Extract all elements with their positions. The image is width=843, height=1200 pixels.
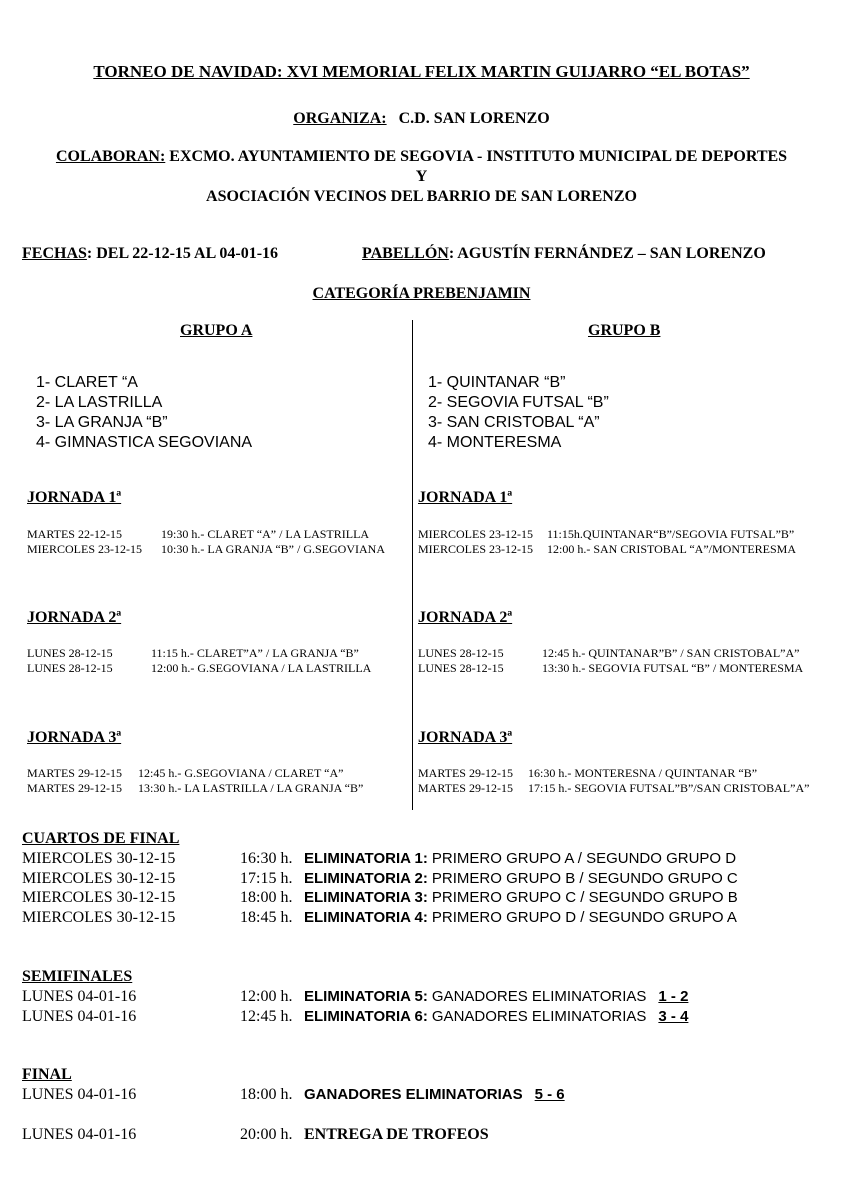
categoria-title: CATEGORÍA PREBENJAMIN [312,285,531,302]
row-desc: PRIMERO GRUPO C / SEGUNDO GRUPO B [431,889,738,906]
semifinales-table [22,987,688,1026]
group-a-title: GRUPO A [180,322,253,339]
row-desc: GANADORES ELIMINATORIAS [431,988,647,1005]
match-row [27,542,385,557]
match-date: MARTES 29-12-15 [27,766,122,780]
match-row [27,527,385,542]
group-b-jornada-1-matches [418,527,796,557]
match-row [418,527,796,542]
group-a-teams [36,373,252,453]
match-date: MIERCOLES 23-12-15 [418,542,533,556]
match-row [27,661,371,676]
group-b-jornada-3-matches [418,766,809,796]
group-a-jornada-3-title: JORNADA 3ª [27,729,122,746]
row-eliminatoria: ELIMINATORIA 6: [304,1007,428,1025]
semifinal-row [22,1007,688,1027]
colaboran-label: COLABORAN: [55,148,166,165]
colaboran-line [0,148,843,166]
row-time: 12:45 h. [240,1007,293,1025]
group-a-jornada-1-matches [27,527,385,557]
colaboran-value2: ASOCIACIÓN VECINOS DEL BARRIO DE SAN LORENZO [206,188,637,205]
row-pair: 1 - 2 [658,988,689,1005]
group-b-title: GRUPO B [588,322,661,339]
row-desc: GANADORES ELIMINATORIAS [304,1086,523,1103]
row-desc: PRIMERO GRUPO A / SEGUNDO GRUPO D [431,850,737,867]
match-row [27,766,363,781]
match-row [418,766,809,781]
organiza-value: C.D. SAN LORENZO [398,110,550,127]
match-row [418,781,809,796]
match-date: MARTES 22-12-15 [27,527,122,541]
match-detail: 11:15 h.- CLARET”A” / LA GRANJA “B” [151,646,359,660]
row-time: 18:00 h. [240,889,293,906]
group-b-team: 4- MONTERESMA [428,434,562,451]
row-date: MIERCOLES 30-12-15 [22,850,176,867]
match-row [418,661,803,676]
fechas-line [22,245,278,263]
row-date: LUNES 04-01-16 [22,1086,137,1103]
group-b-team: 1- QUINTANAR “B” [428,374,566,391]
cuartos-title: CUARTOS DE FINAL [22,830,180,847]
row-eliminatoria: ELIMINATORIA 1: [304,850,428,867]
group-a-jornada-2-matches [27,646,371,676]
match-date: LUNES 28-12-15 [27,646,113,660]
cuartos-row [22,869,738,889]
row-desc: ENTREGA DE TROFEOS [304,1126,489,1143]
row-date: LUNES 04-01-16 [22,988,137,1005]
match-detail: 16:30 h.- MONTERESNA / QUINTANAR “B” [528,766,758,780]
colaboran-value: EXCMO. AYUNTAMIENTO DE SEGOVIA - INSTITUTO MUNICIPAL DE DEPORTES [169,148,788,165]
cuartos-row [22,888,738,908]
match-detail: 12:00 h.- SAN CRISTOBAL “A”/MONTERESMA [547,542,797,556]
row-desc: PRIMERO GRUPO D / SEGUNDO GRUPO A [431,908,737,926]
match-detail: 19:30 h.- CLARET “A” / LA LASTRILLA [161,527,370,541]
group-a-jornada-3-matches [27,766,363,796]
row-date: LUNES 04-01-16 [22,1126,137,1143]
row-eliminatoria: ELIMINATORIA 2: [304,869,428,887]
organiza-line [0,110,843,128]
fechas-label: FECHAS [22,245,87,262]
row-eliminatoria: ELIMINATORIA 3: [304,889,428,906]
group-a-jornada-2-title: JORNADA 2ª [27,609,122,626]
match-detail: 12:45 h.- QUINTANAR”B” / SAN CRISTOBAL”A” [542,646,800,660]
match-row [27,646,371,661]
row-date: MIERCOLES 30-12-15 [22,869,176,887]
final-title: FINAL [22,1066,72,1083]
match-detail: 17:15 h.- SEGOVIA FUTSAL”B”/SAN CRISTOBAL”A” [528,781,810,795]
organiza-label: ORGANIZA: [293,110,387,127]
row-time: 17:15 h. [240,869,293,887]
row-pair: 5 - 6 [534,1086,565,1103]
match-date: LUNES 28-12-15 [418,661,504,675]
row-date: LUNES 04-01-16 [22,1007,137,1025]
fechas-value: : DEL 22-12-15 AL 04-01-16 [86,245,279,262]
cuartos-table [22,849,738,927]
group-a-jornada-1-title: JORNADA 1ª [27,489,122,506]
row-pair: 3 - 4 [658,1007,689,1025]
cuartos-row [22,908,738,928]
match-date: MARTES 29-12-15 [418,781,513,795]
cuartos-row [22,849,738,869]
row-eliminatoria: ELIMINATORIA 5: [304,988,428,1005]
group-b-jornada-3-title: JORNADA 3ª [418,729,513,746]
row-time: 20:00 h. [240,1126,293,1143]
pabellon-value: : AGUSTÍN FERNÁNDEZ – SAN LORENZO [448,245,766,262]
final-row [22,1085,565,1105]
document-title: TORNEO DE NAVIDAD: XVI MEMORIAL FELIX MARTIN GUIJARRO “EL BOTAS” [93,62,750,81]
match-detail: 13:30 h.- SEGOVIA FUTSAL “B” / MONTERESMA [542,661,804,675]
trophy-row [22,1125,489,1145]
match-date: MARTES 29-12-15 [418,766,513,780]
semifinales-title: SEMIFINALES [22,968,133,985]
group-a-team: 2- LA LASTRILLA [36,394,163,411]
match-row [418,542,796,557]
pabellon-line [362,245,766,263]
row-time: 12:00 h. [240,988,293,1005]
group-b-jornada-2-matches [418,646,803,676]
match-detail: 11:15h.QUINTANAR“B”/SEGOVIA FUTSAL”B” [547,527,795,541]
group-a-team: 1- CLARET “A [36,374,138,391]
row-time: 18:00 h. [240,1086,293,1103]
row-desc: GANADORES ELIMINATORIAS [431,1007,647,1025]
match-detail: 12:00 h.- G.SEGOVIANA / LA LASTRILLA [151,661,372,675]
row-eliminatoria: ELIMINATORIA 4: [304,908,428,926]
match-date: MIERCOLES 23-12-15 [418,527,533,541]
group-b-jornada-1-title: JORNADA 1ª [418,489,513,506]
row-time: 18:45 h. [240,908,293,926]
group-a-team: 3- LA GRANJA “B” [36,414,168,431]
row-date: MIERCOLES 30-12-15 [22,908,176,926]
match-detail: 10:30 h.- LA GRANJA “B” / G.SEGOVIANA [161,542,385,556]
group-b-jornada-2-title: JORNADA 2ª [418,609,513,626]
group-b-teams [428,373,609,453]
match-date: MIERCOLES 23-12-15 [27,542,142,556]
row-time: 16:30 h. [240,850,293,867]
column-divider [412,320,413,810]
match-detail: 13:30 h.- LA LASTRILLA / LA GRANJA “B” [138,781,364,795]
match-date: LUNES 28-12-15 [27,661,113,675]
colaboran-y: Y [415,168,428,185]
match-date: MARTES 29-12-15 [27,781,122,795]
match-row [27,781,363,796]
match-row [418,646,803,661]
group-b-team: 3- SAN CRISTOBAL “A” [428,414,600,431]
row-date: MIERCOLES 30-12-15 [22,889,176,906]
group-a-team: 4- GIMNASTICA SEGOVIANA [36,434,253,451]
row-desc: PRIMERO GRUPO B / SEGUNDO GRUPO C [431,869,738,887]
group-b-team: 2- SEGOVIA FUTSAL “B” [428,394,609,411]
match-detail: 12:45 h.- G.SEGOVIANA / CLARET “A” [138,766,344,780]
match-date: LUNES 28-12-15 [418,646,504,660]
pabellon-label: PABELLÓN [362,245,449,262]
semifinal-row [22,987,688,1007]
